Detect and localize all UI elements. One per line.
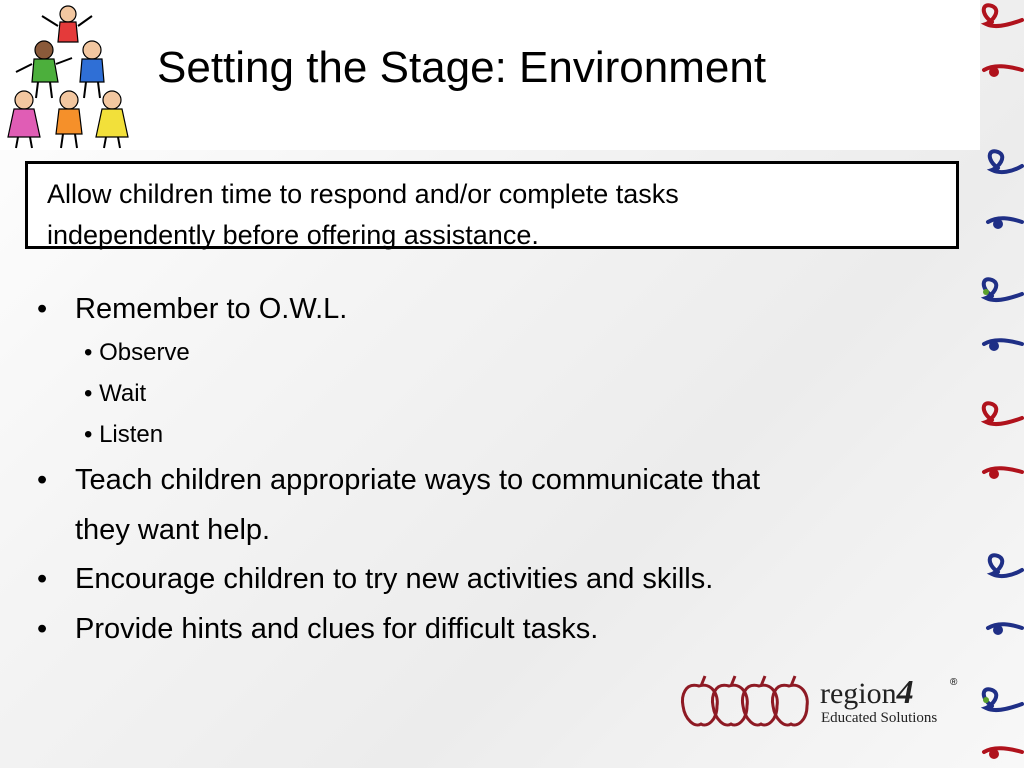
sub-bullet-text: Listen — [99, 421, 164, 448]
callout-box — [25, 161, 959, 249]
bullet-marker: • — [84, 339, 93, 366]
bullet-continuation — [75, 514, 270, 547]
bullet-text: Teach children appropriate ways to communicate that — [75, 464, 761, 496]
registered-mark: ® — [950, 677, 958, 688]
bullet-text: Encourage children to try new activities and skills. — [75, 563, 714, 595]
curly-swirl-icon — [978, 0, 1024, 768]
bullet-text: Provide hints and clues for difficult tasks. — [75, 613, 599, 645]
logo-word: region — [820, 677, 897, 710]
sub-bullet-item — [84, 339, 190, 367]
bullet-text: they want help. — [75, 514, 271, 546]
bullet-marker: • — [84, 380, 93, 407]
bullet-item — [37, 613, 599, 646]
sub-bullet-text: Observe — [99, 339, 190, 366]
slide-title: Setting the Stage: Environment — [157, 43, 767, 92]
logo-wordmark — [820, 674, 914, 712]
logo-tagline: Educated Solutions — [821, 710, 938, 726]
bullet-marker: • — [37, 293, 48, 325]
bullet-item — [37, 563, 714, 596]
apples-icon — [679, 672, 819, 732]
sub-bullet-text: Wait — [99, 380, 147, 407]
bullet-marker: • — [37, 563, 48, 595]
bullet-item — [37, 464, 761, 497]
bullet-marker: • — [37, 464, 48, 496]
bullet-marker: • — [37, 613, 48, 645]
bullet-marker: • — [84, 421, 93, 448]
bullet-item — [37, 293, 348, 326]
callout-line: Allow children time to respond and/or complete tasks — [47, 179, 679, 209]
kids-pyramid-icon — [2, 2, 152, 150]
callout-line: independently before offering assistance. — [47, 220, 539, 250]
bullet-text: Remember to O.W.L. — [75, 293, 348, 325]
sub-bullet-item — [84, 421, 163, 449]
logo-number: 4 — [896, 674, 914, 711]
sub-bullet-item — [84, 380, 146, 408]
region4-logo — [679, 672, 964, 732]
